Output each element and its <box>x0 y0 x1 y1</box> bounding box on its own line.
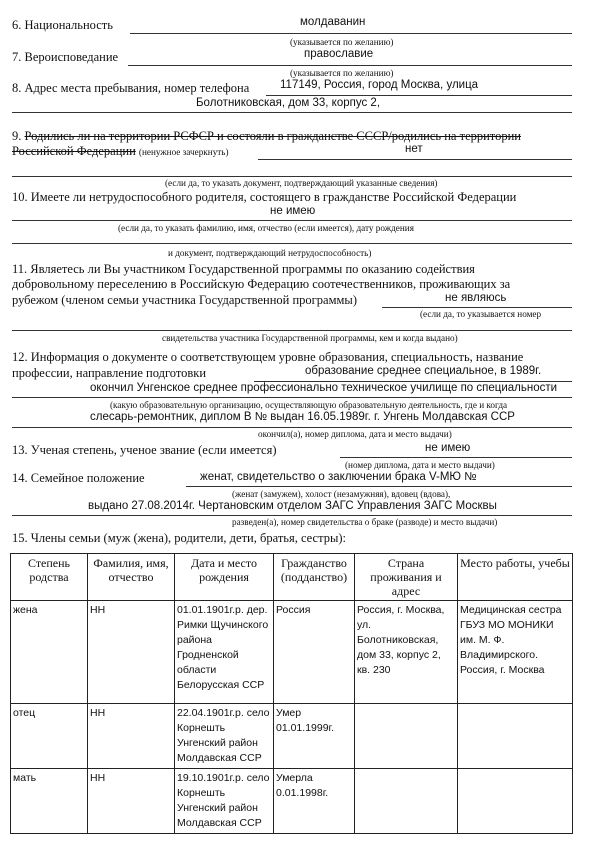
q14-line-1 <box>186 486 572 487</box>
cell-birth[interactable]: 22.04.1901г.р. село Корнешть Унгенский район Молдавская ССР <box>175 704 274 769</box>
q10-label: 10. Имеете ли нетрудоспособного родителя, состоящего в гражданстве Российской Федерации <box>12 190 517 204</box>
q6-hint: (указывается по желанию) <box>290 37 394 47</box>
q13-hint: (номер диплома, дата и место выдачи) <box>345 460 495 470</box>
cell-relation[interactable]: мать <box>11 769 88 834</box>
q11-line-a <box>382 307 572 308</box>
cell-relation[interactable]: отец <box>11 704 88 769</box>
q11-line-2: добровольному переселению в Российскую Федерацию соотечественников, проживающих за <box>12 277 511 291</box>
cell-name[interactable]: НН <box>88 601 175 704</box>
q9-line-1 <box>258 159 572 160</box>
header-birth: Дата и место рождения <box>175 554 274 601</box>
cell-birth[interactable]: 01.01.1901г.р. дер. Римки Щучинского района Гродненской области Белорусская ССР <box>175 601 274 704</box>
q12-value-2[interactable]: окончил Унгенское среднее профессионально техническое училище по специальности <box>90 382 558 394</box>
cell-address[interactable] <box>355 704 458 769</box>
q7-value[interactable]: православие <box>304 48 374 60</box>
header-name: Фамилия, имя, отчество <box>88 554 175 601</box>
q10-hint-2: и документ, подтверждающий нетрудоспособность) <box>168 248 372 258</box>
q12-line-b <box>12 397 572 398</box>
q14-value-1[interactable]: женат, свидетельство о заключении брака V-МЮ № <box>200 471 477 483</box>
q12-line-1: 12. Информация о документе о соответствующем уровне образования, специальность, название <box>12 350 524 364</box>
header-relation: Степень родства <box>11 554 88 601</box>
table-row <box>11 704 573 769</box>
family-members-table <box>10 553 573 834</box>
q13-value[interactable]: не имею <box>425 442 471 454</box>
q9-value[interactable]: нет <box>405 143 423 155</box>
q12-hint-2: окончил(а), номер диплома, дата и место выдачи) <box>258 429 452 439</box>
cell-citizenship[interactable]: Россия <box>274 601 355 704</box>
q13-line <box>340 457 572 458</box>
q6-value[interactable]: молдаванин <box>300 16 366 28</box>
cell-address[interactable]: Россия, г. Москва, ул. Болотниковская, дом 33, корпус 2, кв. 230 <box>355 601 458 704</box>
q14-hint-2: разведен(а), номер свидетельства о браке (разводе) и место выдачи) <box>232 517 498 527</box>
q10-line-1 <box>12 220 572 221</box>
table-row <box>11 769 573 834</box>
q12-line-c <box>12 427 572 428</box>
q7-label: 7. Вероисповедание <box>12 50 119 64</box>
q14-line-2 <box>12 515 572 516</box>
q8-label: 8. Адрес места пребывания, номер телефона <box>12 81 250 95</box>
q9-hint: (если да, то указать документ, подтверждающий указанные сведения) <box>165 178 438 188</box>
cell-work[interactable]: Медицинская сестра ГБУЗ МО МОНИКИ им. М. Ф. Владимирского. Россия, г. Москва <box>458 601 573 704</box>
cell-relation[interactable]: жена <box>11 601 88 704</box>
q9-text-1: 9. Родились ли на территории РСФСР и состояли в гражданстве СССР/родились на территории <box>12 129 521 143</box>
q11-line-3: рубежом (членом семьи участника Государственной программы) <box>12 293 357 307</box>
cell-address[interactable] <box>355 769 458 834</box>
q7-hint: (указывается по желанию) <box>290 68 394 78</box>
q11-value[interactable]: не являюсь <box>445 292 507 304</box>
cell-work[interactable] <box>458 704 573 769</box>
q14-hint-1: (женат (замужем), холост (незамужняя), вдовец (вдова), <box>232 489 451 499</box>
q11-hint-1: (если да, то указывается номер <box>420 309 542 319</box>
q13-label: 13. Ученая степень, ученое звание (если имеется) <box>12 443 277 457</box>
q6-line <box>130 33 572 34</box>
cell-birth[interactable]: 19.10.1901г.р. село Корнешть Унгенский район Молдавская ССР <box>175 769 274 834</box>
q12-hint-1: (какую образовательную организацию, осуществляющую образовательную деятельность, где и когда <box>110 400 508 410</box>
q11-hint-2: свидетельства участника Государственной программы, кем и когда выдано) <box>162 333 458 343</box>
table-row <box>11 601 573 704</box>
q11-line-1: 11. Являетесь ли Вы участником Государственной программы по оказанию содействия <box>12 262 475 276</box>
q8-line-1 <box>266 95 572 96</box>
q8-value-1[interactable]: 117149, Россия, город Москва, улица <box>280 79 479 91</box>
q10-hint-1: (если да, то указать фамилию, имя, отчество (если имеется), дату рождения <box>118 223 414 233</box>
q15-label: 15. Члены семьи (муж (жена), родители, дети, братья, сестры): <box>12 531 346 545</box>
q10-line-2 <box>12 243 572 244</box>
q14-label: 14. Семейное положение <box>12 471 145 485</box>
q12-value-3[interactable]: слесарь-ремонтник, диплом В № выдан 16.05.1989г. г. Унгень Молдавская ССР <box>90 411 515 423</box>
header-address: Страна проживания и адрес <box>355 554 458 601</box>
q6-label: 6. Национальность <box>12 18 113 32</box>
q10-value[interactable]: не имею <box>270 205 316 217</box>
q9-text-2: Российской Федерации (ненужное зачеркнуть) <box>12 144 229 158</box>
q14-value-2[interactable]: выдано 27.08.2014г. Чертановским отделом ЗАГС Управления ЗАГС Москвы <box>88 500 497 512</box>
q8-value-2[interactable]: Болотниковская, дом 33, корпус 2, <box>196 97 381 109</box>
header-work: Место работы, учебы <box>458 554 573 601</box>
cell-name[interactable]: НН <box>88 704 175 769</box>
q9-line-2 <box>12 176 572 177</box>
cell-citizenship[interactable]: Умер 01.01.1999г. <box>274 704 355 769</box>
cell-citizenship[interactable]: Умерла 0.01.1998г. <box>274 769 355 834</box>
q12-line-2: профессии, направление подготовки <box>12 366 207 380</box>
q11-line-b <box>12 330 572 331</box>
header-citizenship: Гражданство (подданство) <box>274 554 355 601</box>
q12-value-1[interactable]: образование среднее специальное, в 1989г. <box>305 365 542 377</box>
q8-line-2 <box>12 112 572 113</box>
q7-line <box>128 65 572 66</box>
cell-name[interactable]: НН <box>88 769 175 834</box>
cell-work[interactable] <box>458 769 573 834</box>
